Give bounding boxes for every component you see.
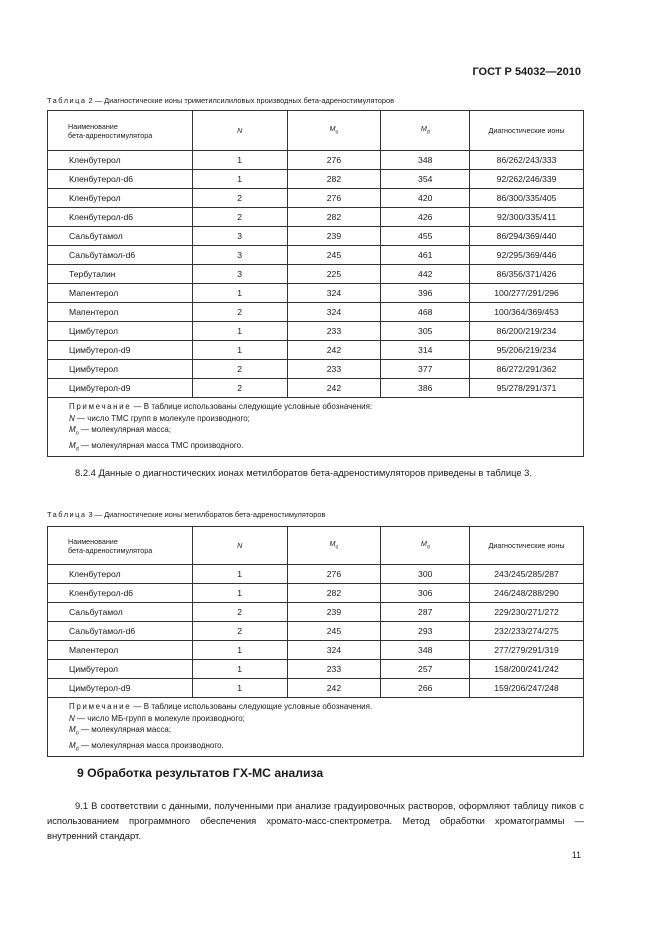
cell-ions: 86/294/369/440	[470, 227, 584, 246]
cell-md: 348	[381, 641, 470, 660]
cell-ions: 246/248/288/290	[470, 584, 584, 603]
cell-mo: 242	[287, 341, 381, 360]
cell-ions: 277/279/291/319	[470, 641, 584, 660]
table-row	[48, 360, 584, 379]
cell-mo: 282	[287, 170, 381, 189]
cell-name: Кленбутерол	[48, 565, 193, 584]
cell-ions: 86/200/219/234	[470, 322, 584, 341]
cell-ions: 86/356/371/426	[470, 265, 584, 284]
cell-n: 3	[192, 265, 287, 284]
table-row	[48, 565, 584, 584]
table2-caption-text: 2 — Диагностические ионы триметилсилиловых производных бета-адреностимуляторов	[88, 96, 395, 105]
cell-mo: 276	[287, 151, 381, 170]
cell-md: 426	[381, 208, 470, 227]
cell-n: 1	[192, 641, 287, 660]
table-row	[48, 622, 584, 641]
table-row	[48, 679, 584, 698]
cell-n: 1	[192, 170, 287, 189]
cell-mo: 225	[287, 265, 381, 284]
cell-n: 1	[192, 322, 287, 341]
table2-note: Примечание — В таблице использованы следующие условные обозначения: N — число ТМС групп в молекуле производного; $M_o$ — молекулярная масса; $M_d$ — молекулярная масса ТМС производного.	[48, 398, 584, 457]
cell-mo: 233	[287, 322, 381, 341]
table2-header-name: Наименование бета-адреностимулятора	[48, 111, 193, 151]
cell-ions: 159/206/247/248	[470, 679, 584, 698]
table-row	[48, 584, 584, 603]
cell-n: 3	[192, 246, 287, 265]
section-9-heading: 9 Обработка результатов ГХ-МС анализа	[77, 766, 324, 780]
table-row	[48, 641, 584, 660]
table-row	[48, 170, 584, 189]
cell-ions: 100/277/291/296	[470, 284, 584, 303]
cell-name: Кленбутерол	[48, 151, 193, 170]
cell-n: 1	[192, 151, 287, 170]
cell-n: 1	[192, 341, 287, 360]
table-row	[48, 265, 584, 284]
table3-note-row	[48, 698, 584, 757]
table3-header-name: Наименование бета-адреностимулятора	[48, 527, 193, 565]
cell-mo: 233	[287, 360, 381, 379]
cell-mo: 324	[287, 303, 381, 322]
table-row	[48, 379, 584, 398]
paragraph-8-2-4: 8.2.4 Данные о диагностических ионах метилборатов бета-адреностимуляторов приведены в таблице 3.	[75, 467, 532, 478]
cell-mo: 239	[287, 227, 381, 246]
table2-caption-word: Таблица	[47, 96, 87, 105]
page-number: 11	[571, 850, 581, 860]
cell-md: 455	[381, 227, 470, 246]
cell-md: 306	[381, 584, 470, 603]
cell-ions: 86/272/291/362	[470, 360, 584, 379]
cell-name: Цимбутерол-d9	[48, 679, 193, 698]
table2-caption	[47, 96, 394, 105]
table3-note: Примечание — В таблице использованы следующие условные обозначения. N — число МБ-групп в молекуле производного; $M_o$ — молекулярная масса; $M_d$ — молекулярная масса производного.	[48, 698, 584, 757]
cell-name: Кленбутерол-d6	[48, 170, 193, 189]
cell-name: Сальбутамол-d6	[48, 246, 193, 265]
cell-md: 461	[381, 246, 470, 265]
cell-md: 314	[381, 341, 470, 360]
cell-name: Кленбутерол-d6	[48, 584, 193, 603]
table-row	[48, 603, 584, 622]
table3-caption	[47, 510, 325, 519]
cell-ions: 86/300/335/405	[470, 189, 584, 208]
table3	[47, 526, 584, 757]
cell-md: 287	[381, 603, 470, 622]
cell-name: Цимбутерол	[48, 660, 193, 679]
cell-n: 1	[192, 565, 287, 584]
table-row	[48, 227, 584, 246]
table3-header-row	[48, 527, 584, 565]
cell-ions: 92/300/335/411	[470, 208, 584, 227]
cell-n: 2	[192, 379, 287, 398]
cell-ions: 243/245/285/287	[470, 565, 584, 584]
table3-caption-word: Таблица	[47, 510, 87, 519]
cell-name: Цимбутерол	[48, 360, 193, 379]
paragraph-9-1: 9.1 В соответствии с данными, полученными при анализе градуировочных растворов, оформляют таблицу пиков с использованием программного обеспечения хромато-масс-спектрометра. Метод обработки хроматограммы — внутренний стандарт.	[47, 800, 584, 841]
cell-n: 2	[192, 189, 287, 208]
cell-name: Цимбутерол	[48, 322, 193, 341]
cell-md: 257	[381, 660, 470, 679]
table2-header-row	[48, 111, 584, 151]
cell-n: 1	[192, 660, 287, 679]
cell-md: 305	[381, 322, 470, 341]
cell-n: 2	[192, 603, 287, 622]
table2	[47, 110, 584, 457]
table3-header-ions: Диагностические ионы	[470, 527, 584, 565]
table-row	[48, 322, 584, 341]
cell-md: 300	[381, 565, 470, 584]
cell-md: 377	[381, 360, 470, 379]
cell-n: 2	[192, 360, 287, 379]
table2-header-md: $M_d$	[381, 111, 470, 151]
cell-name: Сальбутамол	[48, 603, 193, 622]
cell-mo: 242	[287, 379, 381, 398]
cell-name: Цимбутерол-d9	[48, 379, 193, 398]
table2-header-mo: $M_o$	[287, 111, 381, 151]
cell-md: 396	[381, 284, 470, 303]
cell-n: 2	[192, 622, 287, 641]
table2-note-row	[48, 398, 584, 457]
cell-ions: 232/233/274/275	[470, 622, 584, 641]
cell-ions: 100/364/369/453	[470, 303, 584, 322]
table3-header-n: N	[192, 527, 287, 565]
table3-header-mo: $M_o$	[287, 527, 381, 565]
table2-header-n: N	[192, 111, 287, 151]
cell-md: 354	[381, 170, 470, 189]
table-row	[48, 284, 584, 303]
table-row	[48, 303, 584, 322]
cell-mo: 233	[287, 660, 381, 679]
cell-n: 1	[192, 584, 287, 603]
cell-mo: 276	[287, 189, 381, 208]
cell-mo: 276	[287, 565, 381, 584]
cell-mo: 282	[287, 584, 381, 603]
cell-md: 442	[381, 265, 470, 284]
cell-ions: 86/262/243/333	[470, 151, 584, 170]
cell-n: 2	[192, 303, 287, 322]
table3-header-md: $M_d$	[381, 527, 470, 565]
cell-ions: 158/200/241/242	[470, 660, 584, 679]
cell-name: Тербуталин	[48, 265, 193, 284]
cell-md: 420	[381, 189, 470, 208]
standard-number: ГОСТ Р 54032—2010	[472, 66, 581, 78]
cell-name: Кленбутерол	[48, 189, 193, 208]
cell-name: Сальбутамол	[48, 227, 193, 246]
cell-md: 468	[381, 303, 470, 322]
cell-n: 1	[192, 284, 287, 303]
cell-md: 348	[381, 151, 470, 170]
cell-ions: 92/295/369/446	[470, 246, 584, 265]
cell-md: 266	[381, 679, 470, 698]
cell-mo: 242	[287, 679, 381, 698]
table3-caption-text: 3 — Диагностические ионы метилборатов бета-адреностимуляторов	[88, 510, 326, 519]
table-row	[48, 189, 584, 208]
cell-n: 1	[192, 679, 287, 698]
table-row	[48, 341, 584, 360]
cell-name: Сальбутамол-d6	[48, 622, 193, 641]
cell-ions: 92/262/246/339	[470, 170, 584, 189]
cell-name: Мапентерол	[48, 303, 193, 322]
cell-mo: 245	[287, 246, 381, 265]
cell-mo: 282	[287, 208, 381, 227]
cell-n: 3	[192, 227, 287, 246]
cell-md: 386	[381, 379, 470, 398]
cell-md: 293	[381, 622, 470, 641]
cell-mo: 245	[287, 622, 381, 641]
cell-mo: 324	[287, 284, 381, 303]
cell-mo: 239	[287, 603, 381, 622]
cell-name: Кленбутерол-d6	[48, 208, 193, 227]
cell-name: Мапентерол	[48, 641, 193, 660]
cell-ions: 95/278/291/371	[470, 379, 584, 398]
table-row	[48, 660, 584, 679]
cell-name: Цимбутерол-d9	[48, 341, 193, 360]
table2-header-ions: Диагностические ионы	[470, 111, 584, 151]
table-row	[48, 246, 584, 265]
cell-ions: 95/206/219/234	[470, 341, 584, 360]
table-row	[48, 151, 584, 170]
cell-mo: 324	[287, 641, 381, 660]
cell-ions: 229/230/271/272	[470, 603, 584, 622]
table-row	[48, 208, 584, 227]
cell-name: Мапентерол	[48, 284, 193, 303]
cell-n: 2	[192, 208, 287, 227]
